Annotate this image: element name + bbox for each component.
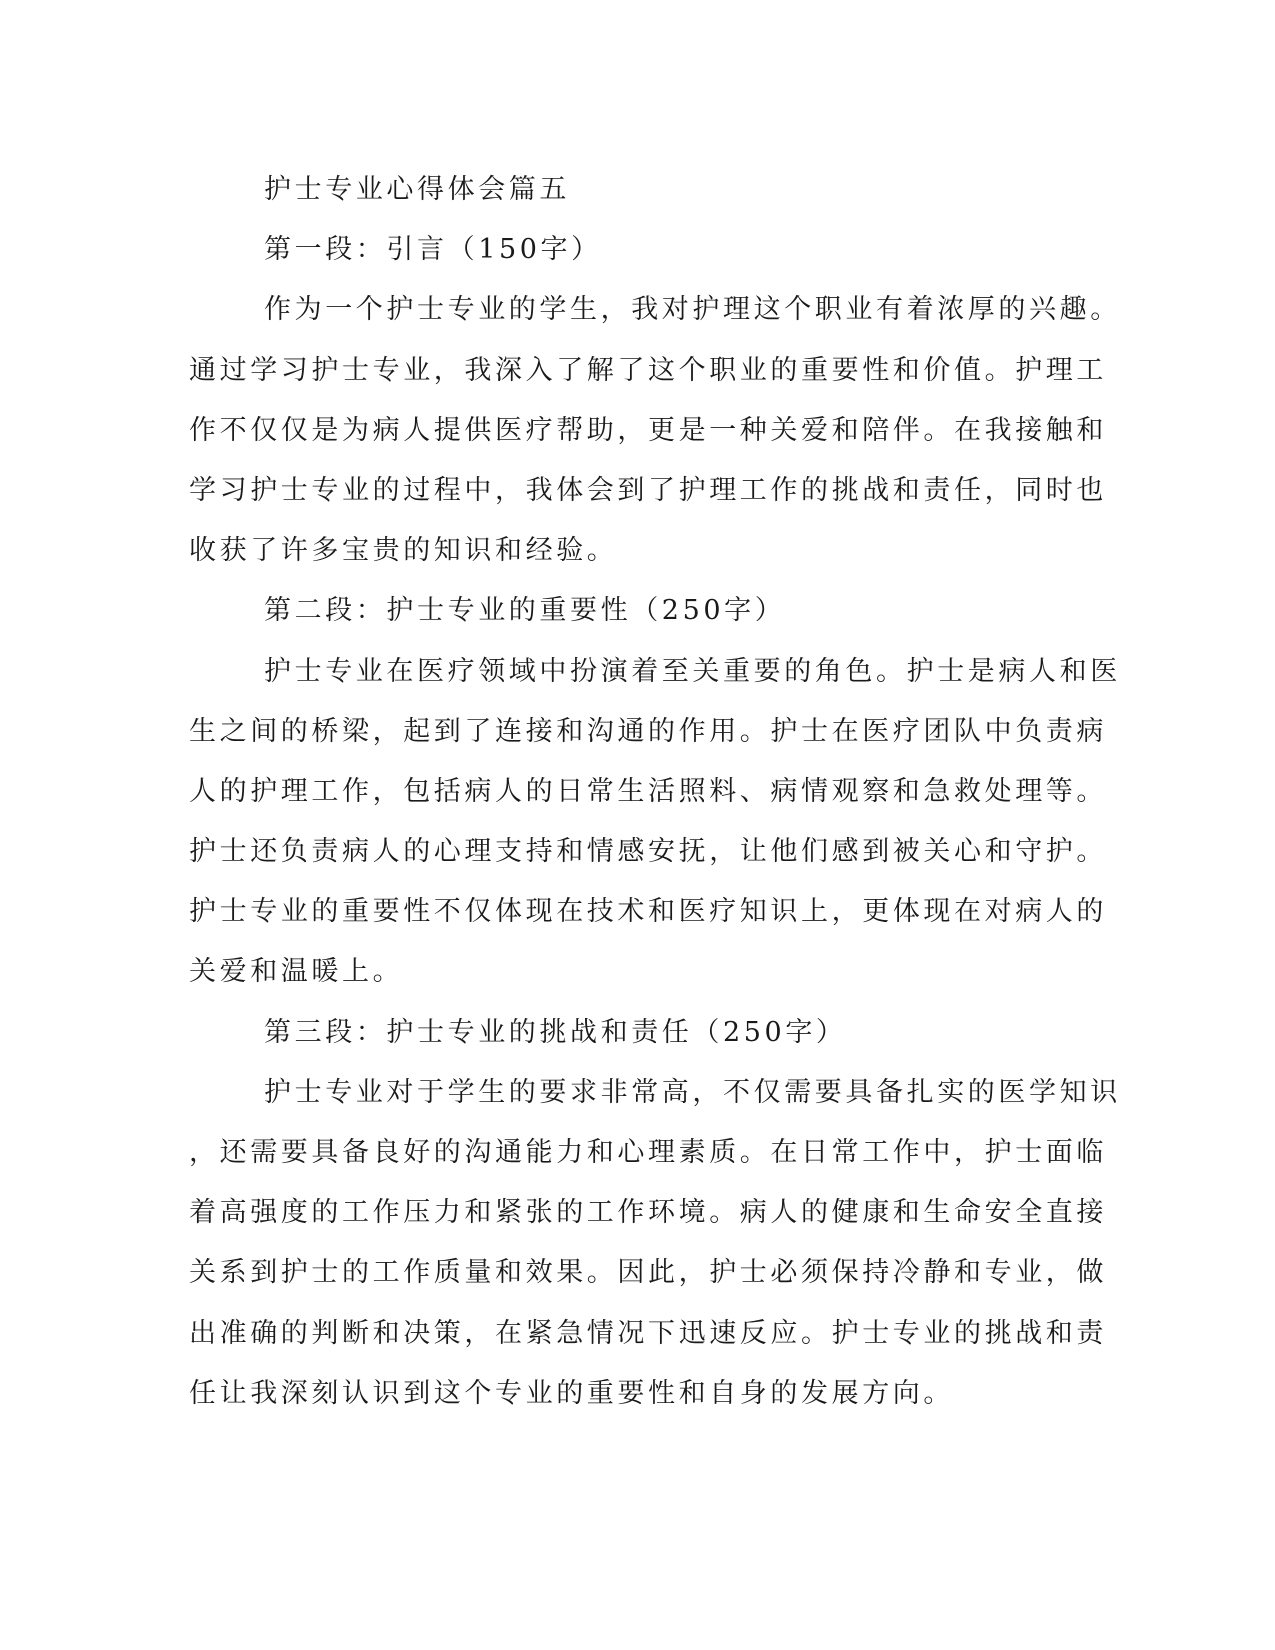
paragraph-line: ，还需要具备良好的沟通能力和心理素质。在日常工作中，护士面临: [189, 1137, 1107, 1168]
paragraph-line: 护士专业对于学生的要求非常高，不仅需要具备扎实的医学知识: [264, 1076, 1121, 1108]
paragraph-line: 作不仅仅是为病人提供医疗帮助，更是一种关爱和陪伴。在我接触和: [189, 414, 1107, 446]
paragraph-line: 护士还负责病人的心理支持和情感安抚，让他们感到被关心和守护。: [189, 836, 1107, 868]
paragraph-line: 作为一个护士专业的学生，我对护理这个职业有着浓厚的兴趣。: [264, 294, 1121, 326]
paragraph-line: 学习护士专业的过程中，我体会到了护理工作的挑战和责任，同时也: [189, 474, 1107, 506]
paragraph-line: 关爱和温暖上。: [189, 956, 404, 988]
paragraph-line: 人的护理工作，包括病人的日常生活照料、病情观察和急救处理等。: [189, 775, 1107, 807]
paragraph-line: 生之间的桥梁，起到了连接和沟通的作用。护士在医疗团队中负责病: [189, 715, 1107, 747]
paragraph-line: 收获了许多宝贵的知识和经验。: [189, 535, 618, 567]
paragraph-line: 通过学习护士专业，我深入了解了这个职业的重要性和价值。护理工: [189, 354, 1107, 386]
paragraph-line: 护士专业在医疗领域中扮演着至关重要的角色。护士是病人和医: [264, 655, 1121, 687]
document-title: 护士专业心得体会篇五: [264, 174, 570, 205]
paragraph-line: 着高强度的工作压力和紧张的工作环境。病人的健康和生命安全直接: [189, 1197, 1107, 1229]
section-heading-2: 第二段：护士专业的重要性（250字）: [264, 595, 786, 627]
paragraph-line: 护士专业的重要性不仅体现在技术和医疗知识上，更体现在对病人的: [189, 896, 1107, 928]
paragraph-line: 关系到护士的工作质量和效果。因此，护士必须保持冷静和专业，做: [189, 1257, 1107, 1289]
document-body: [189, 160, 1121, 1424]
section-heading-3: 第三段：护士专业的挑战和责任（250字）: [264, 1016, 847, 1048]
paragraph-line: 出准确的判断和决策，在紧急情况下迅速反应。护士专业的挑战和责: [189, 1317, 1107, 1349]
section-heading-1: 第一段：引言（150字）: [264, 234, 602, 266]
paragraph-line: 任让我深刻认识到这个专业的重要性和自身的发展方向。: [189, 1377, 954, 1409]
